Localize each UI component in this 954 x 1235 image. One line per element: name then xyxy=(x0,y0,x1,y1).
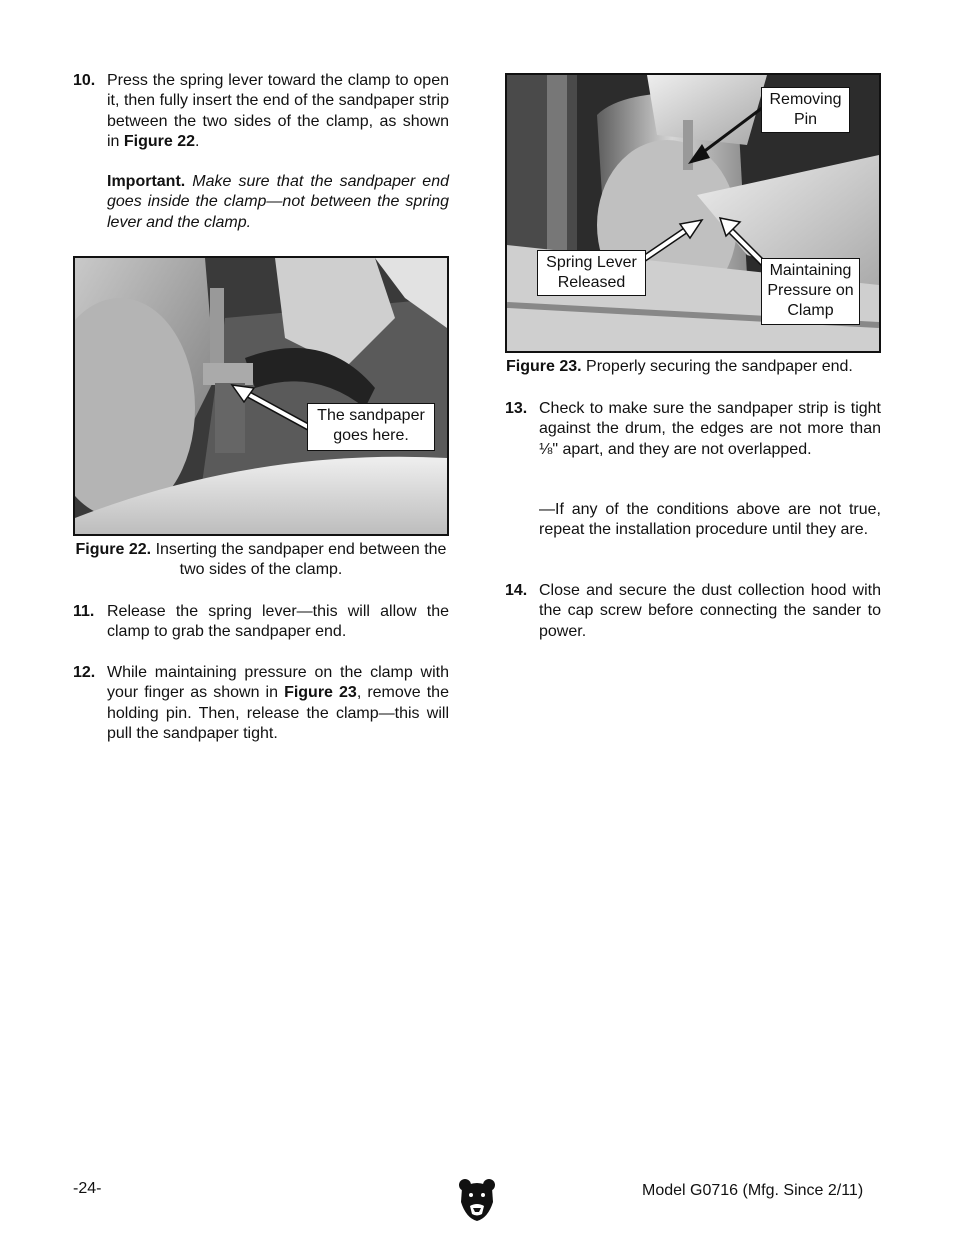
step-text: While maintaining pressure on the clamp with your finger as shown in Figure 23, remove the holding pin. Then, release the clamp—this will pull the sandpaper tight. xyxy=(107,664,449,742)
figure-22-caption xyxy=(73,540,449,581)
figure-23-arrow-lever xyxy=(636,216,706,266)
figure-reference: Figure 22 xyxy=(123,132,196,150)
step-14 xyxy=(505,581,881,642)
figure-22-callout: The sandpaper goes here. xyxy=(307,403,435,451)
figure-23-callout-pin: Removing Pin xyxy=(761,87,850,133)
step-text: Release the spring lever—this will allow the clamp to grab the sandpaper end. xyxy=(107,603,449,641)
step-number: 13. xyxy=(505,400,528,417)
caption-label: Figure 22. xyxy=(75,541,152,558)
page-number: -24- xyxy=(73,1180,102,1197)
step-text: Press the spring lever toward the clamp to open it, then fully insert the end of the sandpaper strip between the two sides of the clamp, as shown in Figure 22. xyxy=(107,72,449,150)
important-text: Make sure that the sandpaper end goes inside the clamp—not between the spring lever and the clamp. xyxy=(107,173,449,231)
figure-22-arrow xyxy=(228,380,318,435)
figure-reference: Figure 23 xyxy=(284,684,357,702)
step-11 xyxy=(73,602,449,643)
step-text: Check to make sure the sandpaper strip is tight against the drum, the edges are not more than ⅛" apart, and they are not overlapped. xyxy=(539,400,881,458)
caption-text: Inserting the sandpaper end between the two sides of the clamp. xyxy=(155,541,447,579)
step-number: 10. xyxy=(73,72,96,89)
bear-head-icon xyxy=(458,1178,496,1222)
figure-23-callout-lever: Spring Lever Released xyxy=(537,250,646,296)
step-13 xyxy=(505,399,881,460)
figure-23-callout-pressure: Maintaining Pressure on Clamp xyxy=(761,258,860,325)
figure-23-caption xyxy=(506,357,886,377)
step-number: 12. xyxy=(73,664,96,681)
caption-text: Properly securing the sandpaper end. xyxy=(586,358,853,375)
step-text: Close and secure the dust collection hood with the cap screw before connecting the sander to power. xyxy=(539,582,881,640)
important-label: Important. xyxy=(107,173,186,191)
important-note xyxy=(107,172,449,233)
model-info: Model G0716 (Mfg. Since 2/11) xyxy=(642,1182,864,1199)
step-13-sub-note: —If any of the conditions above are not true, repeat the installation procedure until they are. xyxy=(539,501,881,539)
step-number: 11. xyxy=(73,603,95,620)
caption-label: Figure 23. xyxy=(506,358,582,375)
step-number: 14. xyxy=(505,582,528,599)
step-10 xyxy=(73,71,449,233)
step-12 xyxy=(73,663,449,744)
